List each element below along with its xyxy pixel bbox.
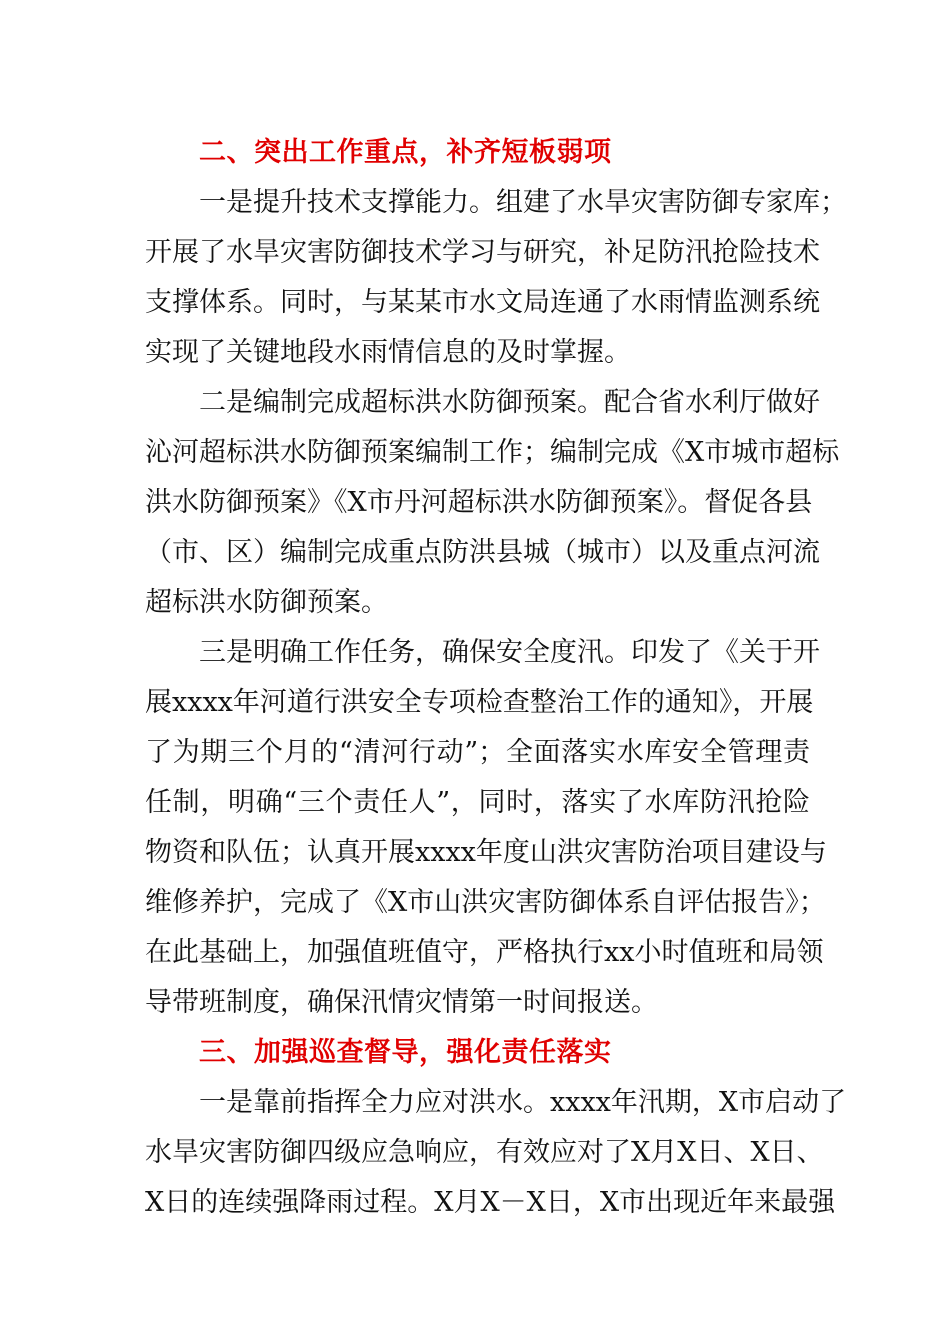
paragraph-line: 开展了水旱灾害防御技术学习与研究，补足防汛抢险技术 <box>145 237 820 268</box>
paragraph-line: X日的连续强降雨过程。X月X－X日，X市出现近年来最强 <box>145 1187 836 1218</box>
paragraph-flood-response <box>145 1078 847 1228</box>
paragraph-line: 支撑体系。同时，与某某市水文局连通了水雨情监测系统 <box>145 287 820 318</box>
paragraph-line: 二是编制完成超标洪水防御预案。配合省水利厅做好 <box>199 387 820 418</box>
paragraph-line: 一是靠前指挥全力应对洪水。xxxx年汛期，X市启动了 <box>199 1087 847 1118</box>
paragraph-line: 洪水防御预案》《X市丹河超标洪水防御预案》。督促各县 <box>145 487 813 518</box>
paragraph-line: 导带班制度，确保汛情灾情第一时间报送。 <box>145 987 658 1018</box>
paragraph-work-tasks <box>145 628 827 1028</box>
paragraph-line: 维修养护，完成了《X市山洪灾害防御体系自评估报告》； <box>145 887 826 918</box>
paragraph-line: 物资和队伍；认真开展xxxx年度山洪灾害防治项目建设与 <box>145 837 827 868</box>
paragraph-line: 水旱灾害防御四级应急响应，有效应对了X月X日、X日、 <box>145 1137 824 1168</box>
paragraph-flood-plan <box>145 378 840 628</box>
paragraph-line: 任制，明确“三个责任人”，同时，落实了水库防汛抢险 <box>145 787 810 818</box>
paragraph-tech-support <box>145 178 847 378</box>
section-heading-3: 三、加强巡查督导，强化责任落实 <box>199 1037 612 1068</box>
paragraph-line: 了为期三个月的“清河行动”；全面落实水库安全管理责 <box>145 737 810 768</box>
paragraph-line: （市、区）编制完成重点防洪县城（城市）以及重点河流 <box>145 537 820 568</box>
document-body <box>145 128 847 1228</box>
paragraph-line: 超标洪水防御预案。 <box>145 587 388 618</box>
section-heading-2: 二、突出工作重点，补齐短板弱项 <box>199 137 612 168</box>
paragraph-line: 一是提升技术支撑能力。组建了水旱灾害防御专家库； <box>199 187 847 218</box>
paragraph-line: 实现了关键地段水雨情信息的及时掌握。 <box>145 337 631 368</box>
paragraph-line: 沁河超标洪水防御预案编制工作；编制完成《X市城市超标 <box>145 437 840 468</box>
paragraph-line: 展xxxx年河道行洪安全专项检查整治工作的通知》，开展 <box>145 687 814 718</box>
paragraph-line: 在此基础上，加强值班值守，严格执行xx小时值班和局领 <box>145 937 824 968</box>
paragraph-line: 三是明确工作任务，确保安全度汛。印发了《关于开 <box>199 637 820 668</box>
